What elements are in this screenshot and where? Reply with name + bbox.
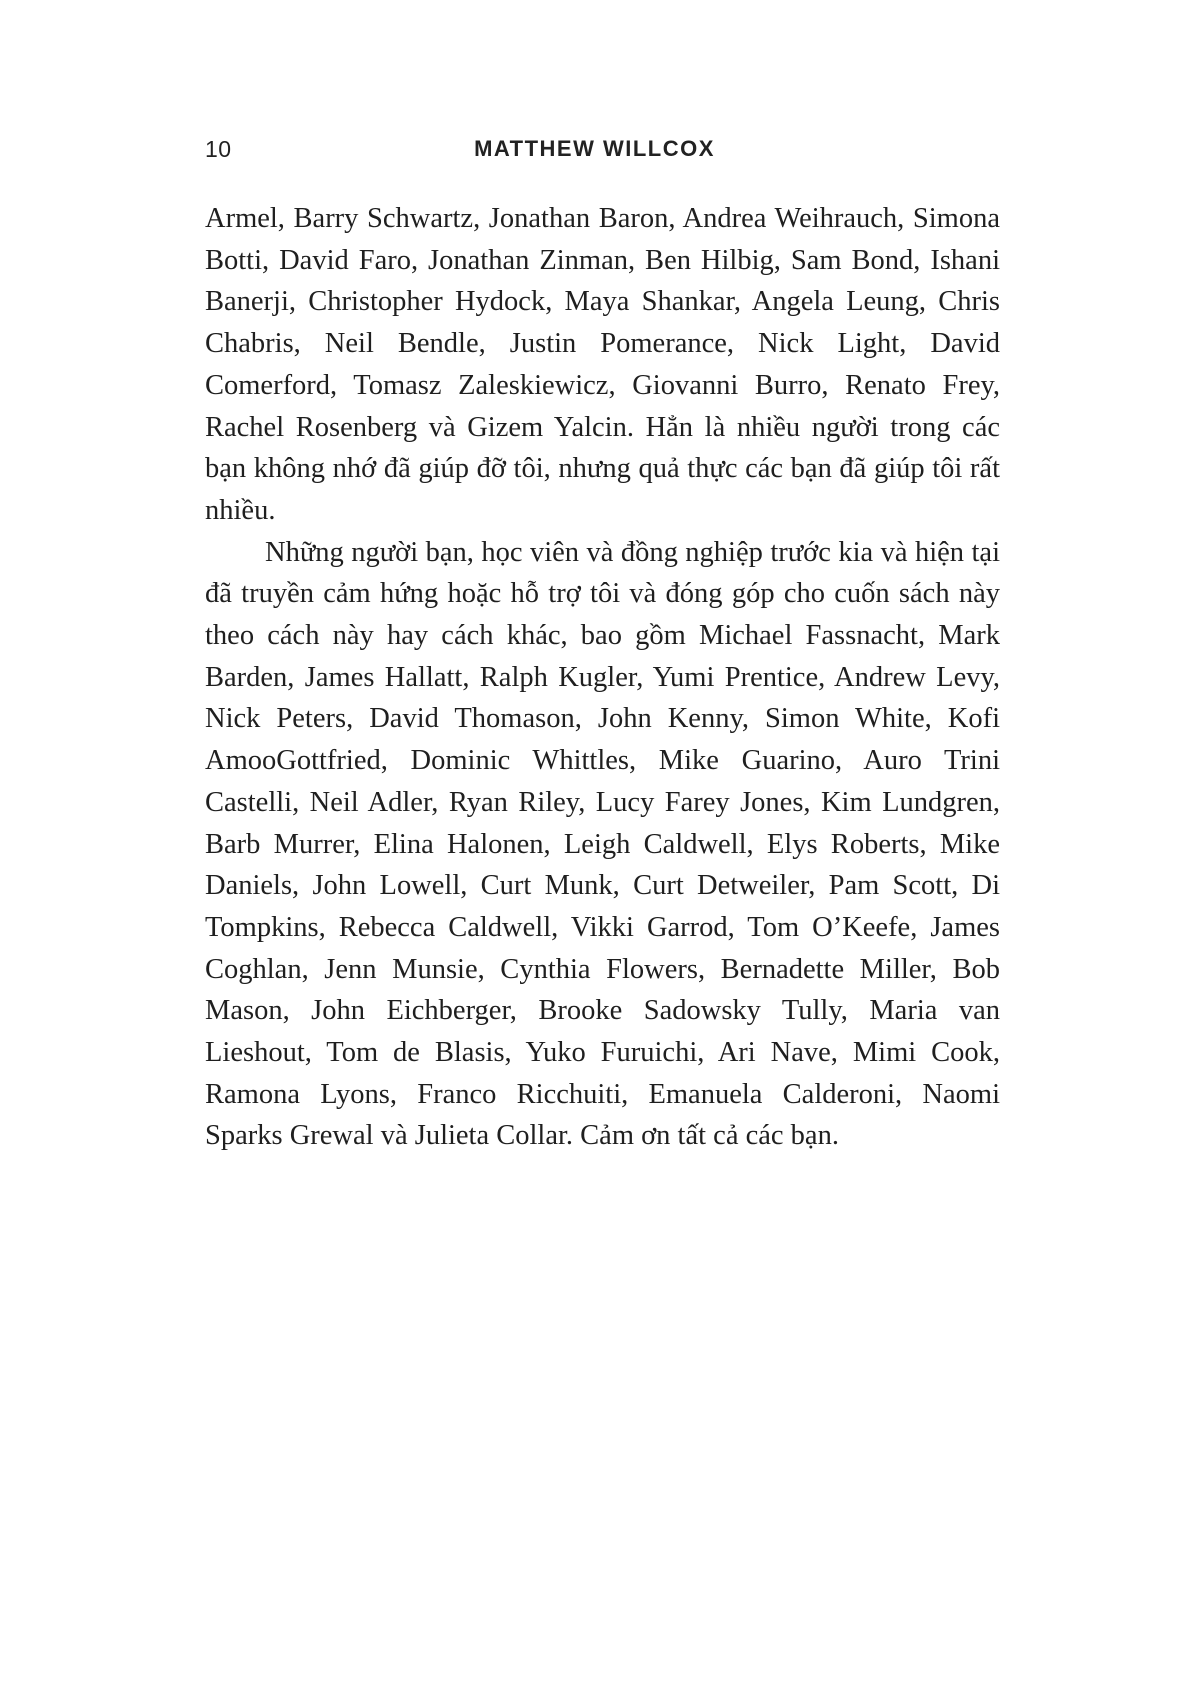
paragraph-continued: Armel, Barry Schwartz, Jonathan Baron, Andrea Weihrauch, Simona Botti, David Faro, Jonathan Zinman, Ben Hilbig, Sam Bond, Ishani Banerji, Christopher Hydock, Maya Shankar, Angela Leung, Chris Chabris, Neil Bendle, Justin Pomerance, Nick Light, David Comerford, Tomasz Zaleskiewicz, Giovanni Burro, Renato Frey, Rachel Rosenberg và Gizem Yalcin. Hẳn là nhiều người trong các bạn không nhớ đã giúp đỡ tôi, nhưng quả thực các bạn đã giúp tôi rất nhiều. (205, 203, 1000, 526)
running-head-author: MATTHEW WILLCOX (474, 136, 715, 161)
page-number: 10 (205, 136, 232, 162)
paragraph-acknowledgements: Những người bạn, học viên và đồng nghiệp trước kia và hiện tại đã truyền cảm hứng hoặc hỗ trợ tôi và đóng góp cho cuốn sách này theo cách này hay cách khác, bao gồm Michael Fassnacht, Mark Barden, James Hallatt, Ralph Kugler, Yumi Prentice, Andrew Levy, Nick Peters, David Thomason, John Kenny, Simon White, Kofi AmooGottfried, Dominic Whittles, Mike Guarino, Auro Trini Castelli, Neil Adler, Ryan Riley, Lucy Farey Jones, Kim Lundgren, Barb Murrer, Elina Halonen, Leigh Caldwell, Elys Roberts, Mike Daniels, John Lowell, Curt Munk, Curt Detweiler, Pam Scott, Di Tompkins, Rebecca Caldwell, Vikki Garrod, Tom O’Keefe, James Coghlan, Jenn Munsie, Cynthia Flowers, Bernadette Miller, Bob Mason, John Eichberger, Brooke Sadowsky Tully, Maria van Lieshout, Tom de Blasis, Yuko Furuichi, Ari Nave, Mimi Cook, Ramona Lyons, Franco Ricchuiti, Emanuela Calderoni, Naomi Sparks Grewal và Julieta Collar. Cảm ơn tất cả các bạn. (205, 536, 1000, 1152)
body-text (205, 198, 1000, 1157)
